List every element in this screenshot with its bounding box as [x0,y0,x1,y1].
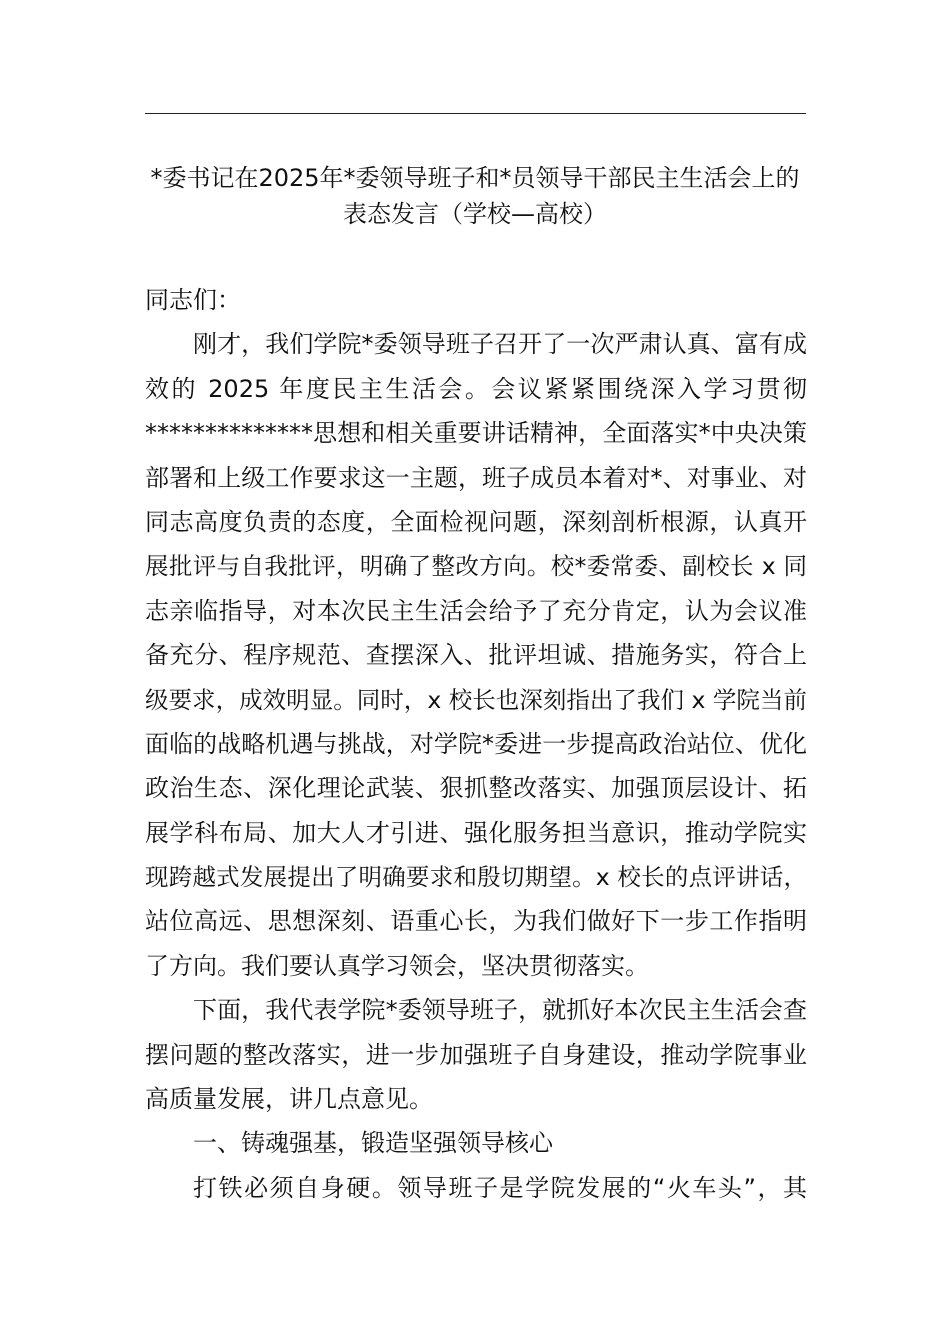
paragraph-2-line: 高质量发展，讲几点意见。 [145,1085,433,1114]
paragraph-2-line: 摆问题的整改落实，进一步加强班子自身建设，推动学院事业 [145,1040,807,1069]
paragraph-3-line: 打铁必须自身硬。领导班子是学院发展的“火车头”，其 [193,1173,807,1202]
paragraph-1-line: 同志高度负责的态度，全面检视问题，深刻剖析根源，认真开 [145,507,807,536]
document-title [130,160,820,232]
paragraph-1-line: 级要求，成效明显。同时，x 校长也深刻指出了我们 x 学院当前 [145,685,807,714]
paragraph-1-line: 面临的战略机遇与挑战，对学院*委进一步提高政治站位、优化 [145,729,807,758]
title-line-1: *委书记在2025年*委领导班子和*员领导干部民主生活会上的 [150,164,800,192]
paragraph-1-line: 效的 2025 年度民主生活会。会议紧紧围绕深入学习贯彻 [145,374,807,403]
paragraph-1-line: 志亲临指导，对本次民主生活会给予了充分肯定，认为会议准 [145,596,807,625]
paragraph-1-line: 部署和上级工作要求这一主题，班子成员本着对*、对事业、对 [145,463,807,492]
section-heading-1: 一、铸魂强基，锻造坚强领导核心 [193,1129,553,1158]
paragraph-1-line: 站位高远、思想深刻、语重心长，为我们做好下一步工作指明 [145,907,807,936]
paragraph-1-line: **************思想和相关重要讲话精神，全面落实*中央决策 [145,419,807,448]
paragraph-1-line: 了方向。我们要认真学习领会，坚决贯彻落实。 [145,951,649,980]
paragraph-1-line: 展学科布局、加大人才引进、强化服务担当意识，推动学院实 [145,818,807,847]
paragraph-1-line: 政治生态、深化理论武装、狠抓整改落实、加强顶层设计、拓 [145,774,807,803]
paragraph-1-line: 展批评与自我批评，明确了整改方向。校*委常委、副校长 x 同 [145,552,807,581]
paragraph-2-line: 下面，我代表学院*委领导班子，就抓好本次民主生活会查 [193,996,807,1025]
salutation: 同志们： [145,286,241,314]
title-line-2: 表态发言（学校—高校） [343,200,607,228]
paragraph-1-line: 备充分、程序规范、查摆深入、批评坦诚、措施务实，符合上 [145,641,807,670]
paragraph-1-line: 现跨越式发展提出了明确要求和殷切期望。x 校长的点评讲话， [145,863,807,892]
paragraph-1-line: 刚才，我们学院*委领导班子召开了一次严肃认真、富有成 [193,330,807,359]
header-rule [145,113,806,114]
document-body [145,278,807,1210]
